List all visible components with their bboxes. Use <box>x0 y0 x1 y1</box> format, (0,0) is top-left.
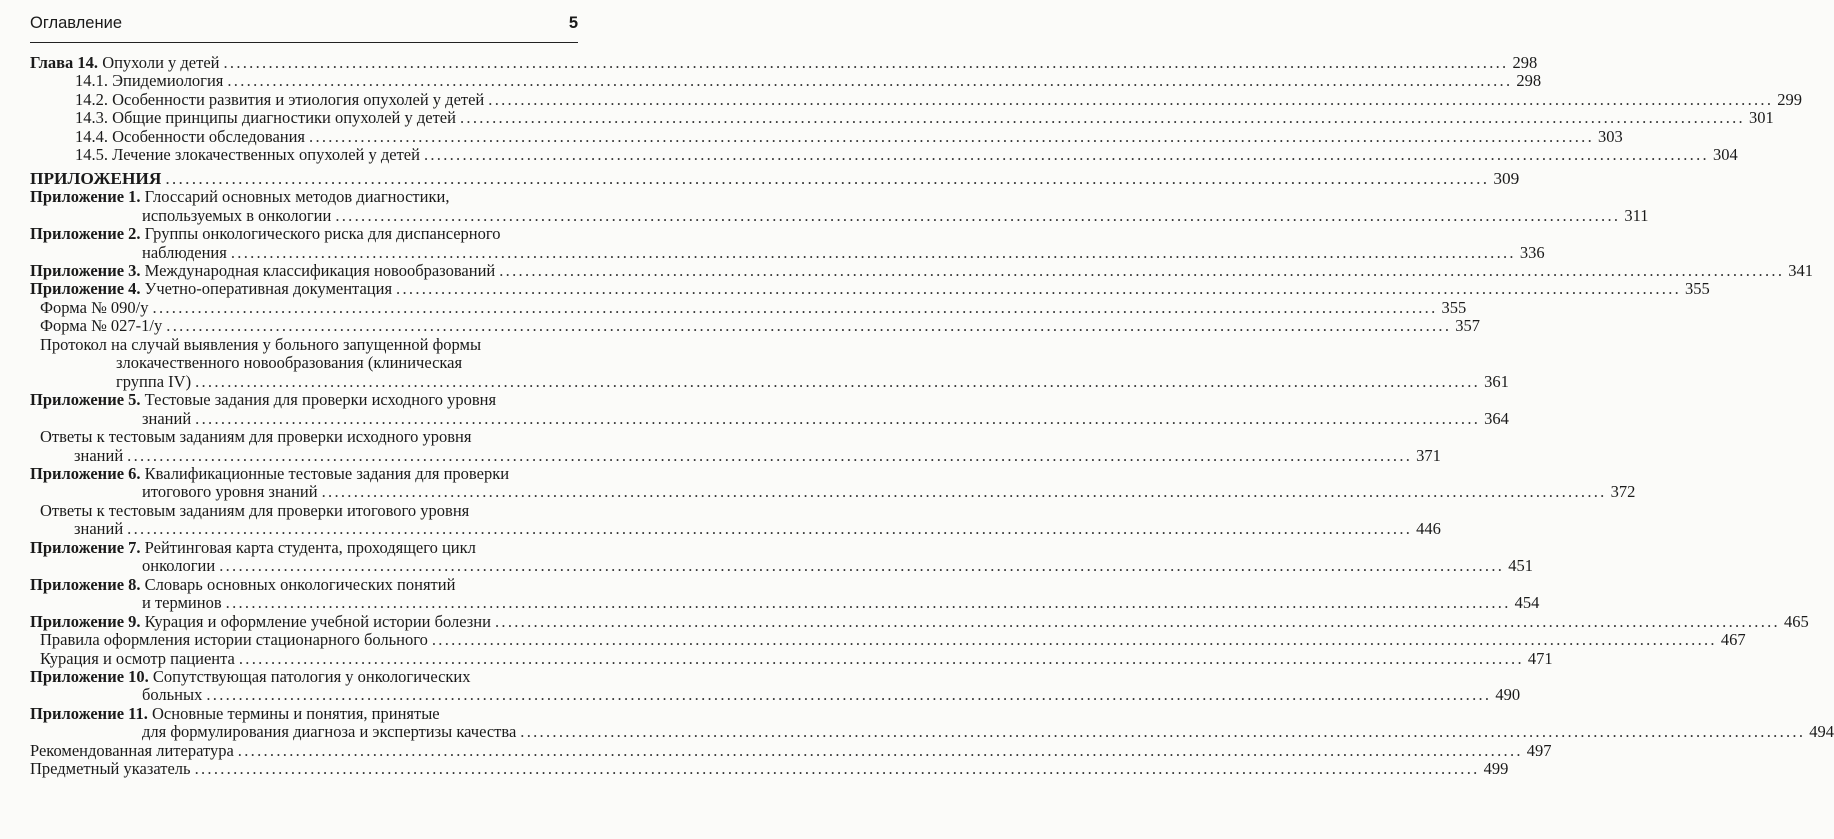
entry-page: 336 <box>1519 242 1545 262</box>
entry-page: 490 <box>1495 685 1521 705</box>
toc-entry-protocol[interactable] <box>40 334 1509 391</box>
appendix-label: Приложение 9. <box>30 611 141 631</box>
leader-dots: ........................................................................................................................................................................................................ <box>335 205 1621 225</box>
leader-dots: ........................................................................................................................................................................................................ <box>206 685 1492 705</box>
toc-entry-patient-exam[interactable] <box>40 648 1553 668</box>
toc-entry-appendices[interactable] <box>30 168 1520 188</box>
leader-dots: ........................................................................................................................................................................................................ <box>321 482 1607 502</box>
entry-page: 364 <box>1484 408 1509 428</box>
entry-title-cont: онкологии <box>142 556 216 576</box>
toc-entry-14-3[interactable] <box>75 108 1774 128</box>
toc-entry-14-4[interactable] <box>75 126 1623 146</box>
leader-dots: ........................................................................................................................................................................................................ <box>396 279 1682 299</box>
entry-title-cont: и терминов <box>142 593 222 613</box>
entry-title-cont: используемых в онкологии <box>142 205 332 225</box>
entry-page: 371 <box>1416 445 1441 465</box>
entry-title: Рекомендованная литература <box>30 740 234 760</box>
entry-page: 355 <box>1441 297 1467 317</box>
leader-dots: ........................................................................................................................................................................................................ <box>423 145 1709 165</box>
leader-dots: ........................................................................................................................................................................................................ <box>152 297 1438 317</box>
toc-entry-index[interactable] <box>30 759 1509 779</box>
table-of-contents <box>30 53 1834 779</box>
entry-title: Курация и оформление учебной истории болезни <box>144 611 491 631</box>
entry-title-cont: для формулирования диагноза и экспертизы качества <box>142 722 517 742</box>
toc-entry-appendix-5[interactable] <box>30 390 1509 428</box>
header-rule <box>30 42 578 43</box>
entry-page: 471 <box>1527 648 1553 668</box>
page-number: 5 <box>568 14 578 32</box>
entry-page: 465 <box>1783 611 1809 631</box>
leader-dots: ........................................................................................................................................................................................................ <box>488 89 1774 109</box>
entry-title-cont: знаний <box>142 408 192 428</box>
section-title: Оглавление <box>30 14 122 32</box>
entry-page: 304 <box>1712 145 1738 165</box>
entry-page: 361 <box>1484 371 1509 391</box>
entry-title-cont: больных <box>142 685 203 705</box>
entry-title: Протокол на случай выявления у больного запущенной формы <box>40 334 482 354</box>
entry-title: Словарь основных онкологических понятий <box>144 574 456 594</box>
leader-dots: ........................................................................................................................................................................................................ <box>194 759 1480 779</box>
entry-title: Квалификационные тестовые задания для проверки <box>144 463 510 483</box>
chapter-label: Глава 14. <box>30 53 99 72</box>
appendix-label: Приложение 6. <box>30 463 141 483</box>
entry-page: 311 <box>1624 205 1649 225</box>
toc-entry-14-2[interactable] <box>75 89 1803 109</box>
toc-entry-appendix-11[interactable] <box>30 703 1834 742</box>
entry-title: Глоссарий основных методов диагностики, <box>144 187 450 207</box>
appendix-label: Приложение 2. <box>30 224 141 244</box>
entry-page: 301 <box>1748 108 1774 128</box>
entry-page: 298 <box>1516 71 1542 91</box>
toc-entry-14-1[interactable] <box>75 71 1542 91</box>
entry-title: Форма № 090/у <box>40 297 149 317</box>
entry-page: 355 <box>1685 279 1710 299</box>
leader-dots: ........................................................................................................................................................................................................ <box>195 371 1481 391</box>
entry-page: 497 <box>1526 740 1552 760</box>
leader-dots: ........................................................................................................................................................................................................ <box>223 53 1509 72</box>
entry-page: 357 <box>1455 316 1481 336</box>
leader-dots: ........................................................................................................................................................................................................ <box>165 168 1490 188</box>
entry-title: Курация и осмотр пациента <box>40 648 235 668</box>
entry-page: 467 <box>1720 630 1746 650</box>
toc-entry-answers-6[interactable] <box>40 500 1441 539</box>
entry-title-cont: итогового уровня знаний <box>142 482 318 502</box>
toc-entry-answers-5[interactable] <box>40 427 1441 465</box>
entry-title-cont: знаний <box>74 519 124 539</box>
entry-page: 298 <box>1512 53 1538 72</box>
entry-title: Основные термины и понятия, принятые <box>152 703 440 723</box>
entry-title-cont: группа IV) <box>116 371 192 391</box>
toc-entry-appendix-4[interactable] <box>30 279 1710 299</box>
entry-page: 499 <box>1483 759 1509 779</box>
leader-dots: ........................................................................................................................................................................................................ <box>309 126 1595 146</box>
leader-dots: ........................................................................................................................................................................................................ <box>459 108 1745 128</box>
leader-dots: ........................................................................................................................................................................................................ <box>494 611 1780 631</box>
leader-dots: ........................................................................................................................................................................................................ <box>219 556 1505 576</box>
entry-title: 14.4. Особенности обследования <box>75 126 306 146</box>
entry-title: Тестовые задания для проверки исходного уровня <box>144 390 497 410</box>
toc-entry-appendix-3[interactable] <box>30 260 1813 280</box>
entry-title: Международная классификация новообразований <box>144 260 496 280</box>
leader-dots: ........................................................................................................................................................................................................ <box>520 722 1806 742</box>
toc-entry-appendix-6[interactable] <box>30 463 1636 502</box>
appendix-label: Приложение 8. <box>30 574 141 594</box>
toc-entry-appendix-1[interactable] <box>30 187 1649 225</box>
entry-page: 494 <box>1809 722 1834 742</box>
leader-dots: ........................................................................................................................................................................................................ <box>227 71 1513 91</box>
entry-title: Учетно-оперативная документация <box>144 279 393 299</box>
entry-title: Правила оформления истории стационарного больного <box>40 630 428 650</box>
entry-title: 14.1. Эпидемиология <box>75 71 224 91</box>
leader-dots: ........................................................................................................................................................................................................ <box>166 316 1452 336</box>
entry-page: 341 <box>1788 260 1813 280</box>
entry-page: 372 <box>1610 482 1636 502</box>
entry-title: 14.2. Особенности развития и этиология опухолей у детей <box>75 89 485 109</box>
entry-title-cont: наблюдения <box>142 242 227 262</box>
toc-entry-literature[interactable] <box>30 740 1552 760</box>
appendix-label: Приложение 3. <box>30 260 141 280</box>
toc-entry-appendix-8[interactable] <box>30 574 1540 613</box>
leader-dots: ........................................................................................................................................................................................................ <box>127 445 1413 465</box>
entry-title: Форма № 027-1/у <box>40 316 163 336</box>
entry-page: 299 <box>1777 89 1803 109</box>
leader-dots: ........................................................................................................................................................................................................ <box>238 648 1524 668</box>
entry-page: 451 <box>1508 556 1533 576</box>
leader-dots: ........................................................................................................................................................................................................ <box>499 260 1785 280</box>
appendix-label: Приложение 1. <box>30 187 141 207</box>
toc-entry-appendix-7[interactable] <box>30 537 1533 576</box>
entry-title: Ответы к тестовым заданиям для проверки итогового уровня <box>40 500 470 520</box>
entry-title: ПРИЛОЖЕНИЯ <box>30 168 162 188</box>
toc-entry-chapter-14[interactable] <box>30 53 1538 72</box>
entry-title: Опухоли у детей <box>102 53 220 72</box>
entry-title: Ответы к тестовым заданиям для проверки исходного уровня <box>40 427 472 447</box>
toc-entry-appendix-2[interactable] <box>30 224 1545 262</box>
appendix-label: Приложение 11. <box>30 703 148 723</box>
entry-title: Группы онкологического риска для диспансерного <box>144 224 501 244</box>
toc-entry-14-5[interactable] <box>75 145 1738 165</box>
leader-dots: ........................................................................................................................................................................................................ <box>195 408 1481 428</box>
appendix-label: Приложение 5. <box>30 390 141 410</box>
entry-title: Сопутствующая патология у онкологических <box>152 666 471 686</box>
entry-title: 14.3. Общие принципы диагностики опухолей у детей <box>75 108 456 128</box>
appendix-label: Приложение 7. <box>30 537 141 557</box>
entry-page: 303 <box>1598 126 1623 146</box>
running-head <box>30 14 578 33</box>
entry-page: 446 <box>1416 519 1441 539</box>
entry-title: 14.5. Лечение злокачественных опухолей у детей <box>75 145 420 165</box>
leader-dots: ........................................................................................................................................................................................................ <box>127 519 1413 539</box>
entry-title-cont: злокачественного новообразования (клиническая <box>116 353 463 373</box>
toc-entry-appendix-9[interactable] <box>30 611 1809 631</box>
leader-dots: ........................................................................................................................................................................................................ <box>230 242 1516 262</box>
toc-entry-history-rules[interactable] <box>40 630 1746 650</box>
leader-dots: ........................................................................................................................................................................................................ <box>237 740 1523 760</box>
entry-title: Рейтинговая карта студента, проходящего цикл <box>144 537 476 557</box>
leader-dots: ........................................................................................................................................................................................................ <box>225 593 1511 613</box>
appendix-label: Приложение 10. <box>30 666 149 686</box>
toc-entry-appendix-10[interactable] <box>30 666 1521 705</box>
leader-dots: ........................................................................................................................................................................................................ <box>431 630 1717 650</box>
entry-page: 454 <box>1514 593 1540 613</box>
appendix-label: Приложение 4. <box>30 279 141 299</box>
entry-title: Предметный указатель <box>30 759 191 779</box>
entry-page: 309 <box>1493 168 1520 188</box>
toc-entry-form-090[interactable] <box>40 297 1467 317</box>
entry-title-cont: знаний <box>74 445 124 465</box>
toc-entry-form-027[interactable] <box>40 316 1481 336</box>
